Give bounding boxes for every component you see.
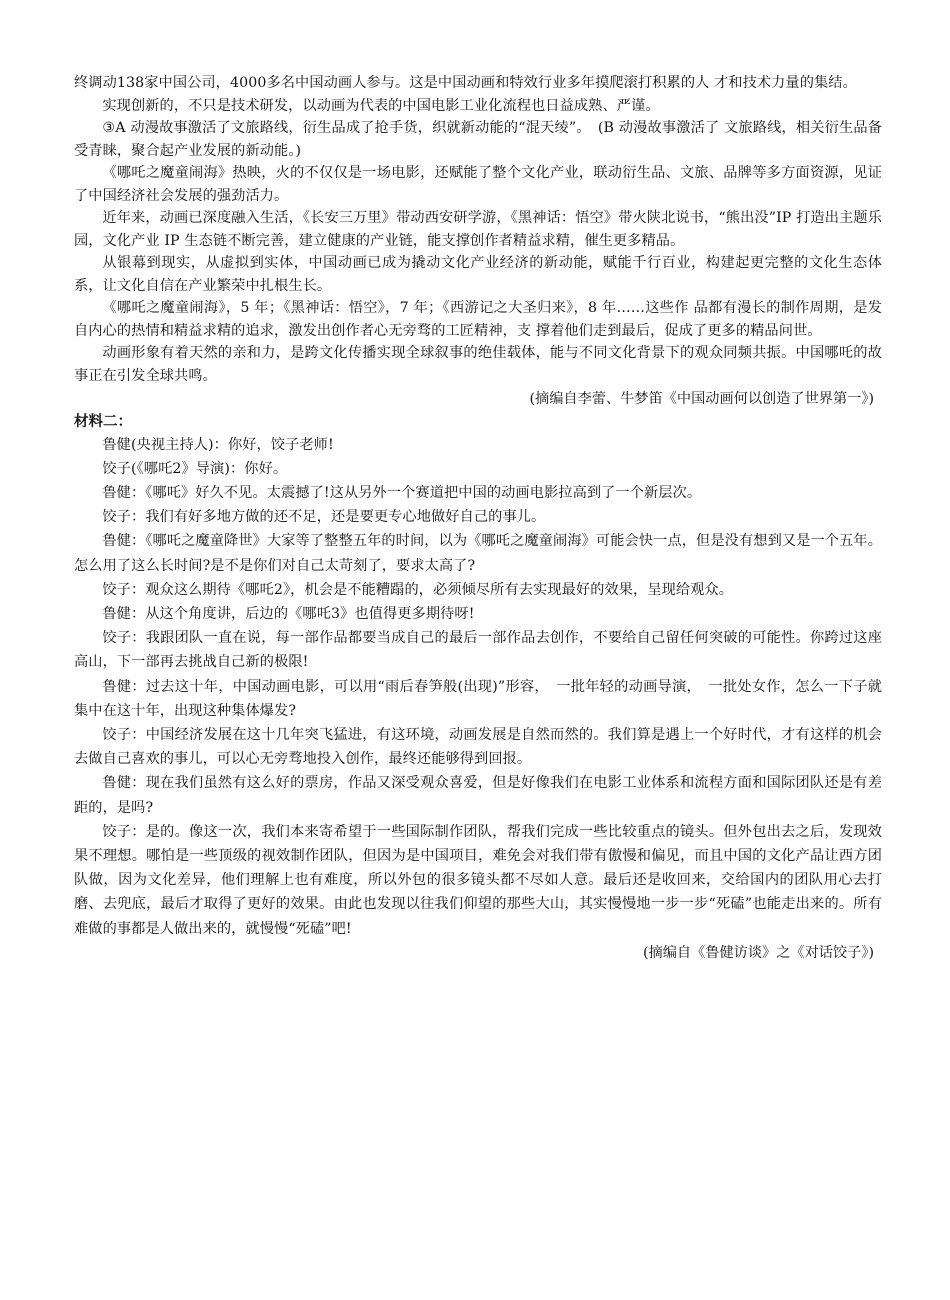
source-citation: (摘编自《鲁健访谈》之《对话饺子》) [643, 944, 874, 961]
paragraph: 近年来，动画已深度融入生活，《长安三万里》带动西安研学游，《黑神话：悟空》带火陕北说书，“熊出没”IP 打造出主题乐园，文化产业 IP 生态链不断完善，建立健康的产业链，能支撑创作者精益求精，催生更多精品。 [74, 210, 882, 249]
dialogue-line: 饺子：是的。像这一次，我们本来寄希望于一些国际制作团队，帮我们完成一些比较重点的镜头。但外包出去之后，发现效果不理想。哪怕是一些顶级的视效制作团队，但因为是中国项目，难免会对我们带有傲慢和偏见，而且中国的文化产品让西方团队做，因为文化差异，他们理解上也有难度，所以外包的很多镜头都不尽如人意。最后还是收回来，交给国内的团队用心去打磨、去兜底，最后才取得了更好的效果。由此也发现以往我们仰望的那些大山，其实慢慢地一步一步“死磕”也能走出来的。所有难做的事都是人做出来的，就慢慢“死磕”吧! [74, 823, 882, 937]
document-page [74, 72, 882, 964]
dialogue-line: 鲁健：过去这十年，中国动画电影，可以用“雨后春笋般(出现)”形容， 一批年轻的动画导演， 一批处女作，怎么一下子就集中在这十年，出现这种集体爆发? [74, 678, 882, 719]
dialogue-line: 鲁健(央视主持人)：你好，饺子老师! [102, 436, 334, 453]
dialogue-line: 鲁健：从这个角度讲，后边的《哪吒3》也值得更多期待呀! [102, 605, 475, 622]
paragraph: 终调动138家中国公司，4000多名中国动画人参与。这是中国动画和特效行业多年摸爬滚打积累的人 才和技术力量的集结。 [74, 75, 857, 91]
dialogue-line: 饺子：我们有好多地方做的还不足，还是要更专心地做好自己的事儿。 [102, 509, 546, 526]
section-heading: 材料二： [74, 413, 132, 430]
dialogue-line: 饺子(《哪吒2》导演)：你好。 [102, 460, 288, 477]
material-one [74, 72, 882, 411]
dialogue-line: 饺子：中国经济发展在这十几年突飞猛进，有这环境，动画发展是自然而然的。我们算是遇上一个好时代，才有这样的机会去做自己喜欢的事儿，可以心无旁骛地投入创作，最终还能够得到回报。 [74, 726, 882, 768]
paragraph: 从银幕到现实，从虚拟到实体，中国动画已成为撬动文化产业经济的新动能，赋能千行百业，构建起更完整的文化生态体系，让文化自信在产业繁荣中扎根生长。 [74, 255, 882, 294]
dialogue-line: 鲁健：《哪吒之魔童降世》大家等了整整五年的时间，以为《哪吒之魔童闹海》可能会快一点，但是没有想到又是一个五年。怎么用了这么长时间?是不是你们对自己太苛刻了，要求太高了? [74, 533, 882, 574]
dialogue-line: 鲁健：现在我们虽然有这么好的票房，作品又深受观众喜爱，但是好像我们在电影工业体系和流程方面和国际团队还是有差距的，是吗? [74, 775, 882, 816]
source-citation: (摘编自李蕾、牛梦笛《中国动画何以创造了世界第一》) [529, 391, 874, 407]
material-two [74, 411, 882, 965]
paragraph: 动画形象有着天然的亲和力，是跨文化传播实现全球叙事的绝佳载体，能与不同文化背景下的观众同频共振。中国哪吒的故事正在引发全球共鸣。 [74, 345, 882, 384]
dialogue-line: 饺子：我跟团队一直在说，每一部作品都要当成自己的最后一部作品去创作，不要给自己留任何突破的可能性。你跨过这座高山，下一部再去挑战自己新的极限! [74, 630, 882, 671]
paragraph: 《哪吒之魔童闹海》热映，火的不仅仅是一场电影，还赋能了整个文化产业，联动衍生品、文旅、品牌等多方面资源，见证了中国经济社会发展的强劲活力。 [74, 165, 882, 204]
paragraph: 《哪吒之魔童闹海》，5 年；《黑神话：悟空》，7 年；《西游记之大圣归来》，8 年……这些作 品都有漫长的制作周期，是发自内心的热情和精益求精的追求，激发出创作者心无旁骛的工匠精神，支 撑着他们走到最后，促成了更多的精品问世。 [74, 300, 882, 339]
paragraph: 实现创新的，不只是技术研发，以动画为代表的中国电影工业化流程也日益成熟、严谨。 [102, 97, 660, 114]
dialogue-line: 鲁健：《哪吒》好久不见。太震撼了!这从另外一个赛道把中国的动画电影拉高到了一个新层次。 [102, 484, 702, 501]
dialogue-line: 饺子：观众这么期待《哪吒2》，机会是不能糟蹋的，必须倾尽所有去实现最好的效果，呈现给观众。 [102, 581, 734, 598]
paragraph: ③A 动漫故事激活了文旅路线，衍生品成了抢手货，织就新动能的“混天绫”。 (B 动漫故事激活了 文旅路线，相关衍生品备受青睐，聚合起产业发展的新动能。) [74, 120, 882, 159]
